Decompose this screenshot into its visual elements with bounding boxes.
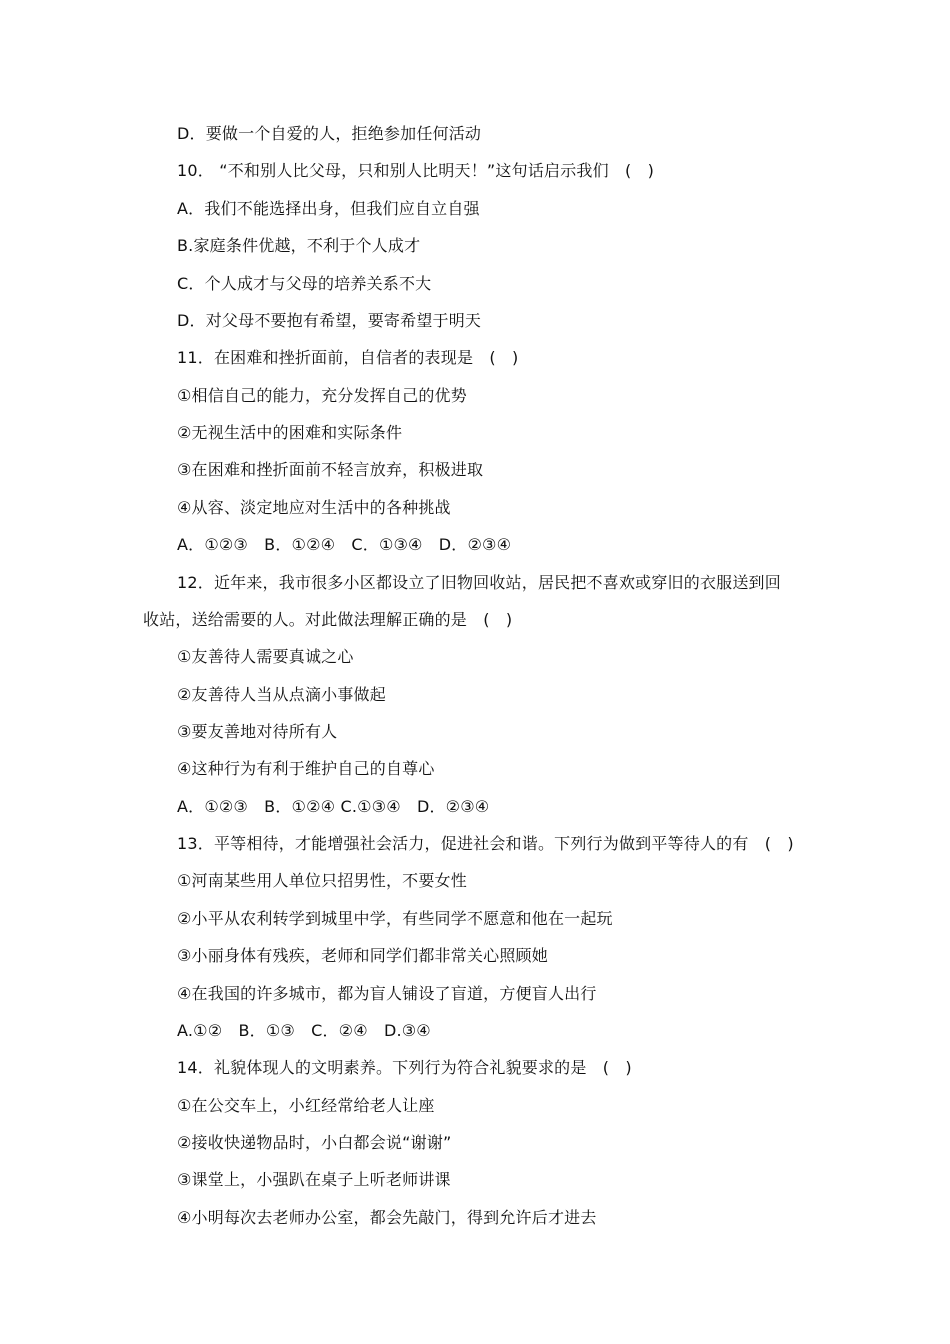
q11-statement-1: ①相信自己的能力，充分发挥自己的优势 — [177, 386, 467, 405]
q10-option-a: A．我们不能选择出身，但我们应自立自强 — [177, 199, 480, 218]
q13-statement-3: ③小丽身体有残疾，老师和同学们都非常关心照顾她 — [177, 946, 548, 965]
q10-option-b: B.家庭条件优越，不利于个人成才 — [177, 236, 421, 255]
q10-option-c: C．个人成才与父母的培养关系不大 — [177, 274, 432, 293]
q12-statement-3: ③要友善地对待所有人 — [177, 722, 338, 741]
q11-statement-4: ④从容、淡定地应对生活中的各种挑战 — [177, 498, 451, 517]
q10-option-d: D．对父母不要抱有希望，要寄希望于明天 — [177, 311, 482, 330]
q12-statement-4: ④这种行为有利于维护自己的自尊心 — [177, 759, 435, 778]
q13-stem: 13．平等相待，才能增强社会活力，促进社会和谐。下列行为做到平等待人的有 ( ) — [177, 834, 794, 853]
q11-options: A．①②③ B．①②④ C．①③④ D．②③④ — [177, 535, 512, 554]
q10-stem: 10． “不和别人比父母，只和别人比明天！”这句话启示我们 ( ) — [177, 161, 655, 180]
q12-statement-1: ①友善待人需要真诚之心 — [177, 647, 354, 666]
q11-statement-2: ②无视生活中的困难和实际条件 — [177, 423, 403, 442]
q12-stem: 12．近年来，我市很多小区都设立了旧物回收站，居民把不喜欢或穿旧的衣服送到回 — [177, 573, 781, 592]
q14-statement-3: ③课堂上，小强趴在桌子上听老师讲课 — [177, 1170, 451, 1189]
q12-statement-2: ②友善待人当从点滴小事做起 — [177, 685, 386, 704]
q13-statement-2: ②小平从农利转学到城里中学，有些同学不愿意和他在一起玩 — [177, 909, 613, 928]
q14-statement-2: ②接收快递物品时，小白都会说“谢谢” — [177, 1133, 452, 1152]
q13-options: A.①② B．①③ C．②④ D.③④ — [177, 1021, 431, 1040]
q14-statement-1: ①在公交车上，小红经常给老人让座 — [177, 1096, 435, 1115]
q13-statement-1: ①河南某些用人单位只招男性，不要女性 — [177, 871, 467, 890]
q14-statement-4: ④小明每次去老师办公室，都会先敲门，得到允许后才进去 — [177, 1208, 597, 1227]
q12-options: A．①②③ B．①②④ C.①③④ D．②③④ — [177, 797, 490, 816]
q11-stem: 11．在困难和挫折面前，自信者的表现是 ( ) — [177, 348, 519, 367]
q12-stem-continued: 收站，送给需要的人。对此做法理解正确的是 ( ) — [143, 610, 513, 629]
q11-statement-3: ③在困难和挫折面前不轻言放弃，积极进取 — [177, 460, 484, 479]
q14-stem: 14．礼貌体现人的文明素养。下列行为符合礼貌要求的是 ( ) — [177, 1058, 632, 1077]
q9-option-d: D．要做一个自爱的人，拒绝参加任何活动 — [177, 124, 482, 143]
q13-statement-4: ④在我国的许多城市，都为盲人铺设了盲道，方便盲人出行 — [177, 984, 597, 1003]
